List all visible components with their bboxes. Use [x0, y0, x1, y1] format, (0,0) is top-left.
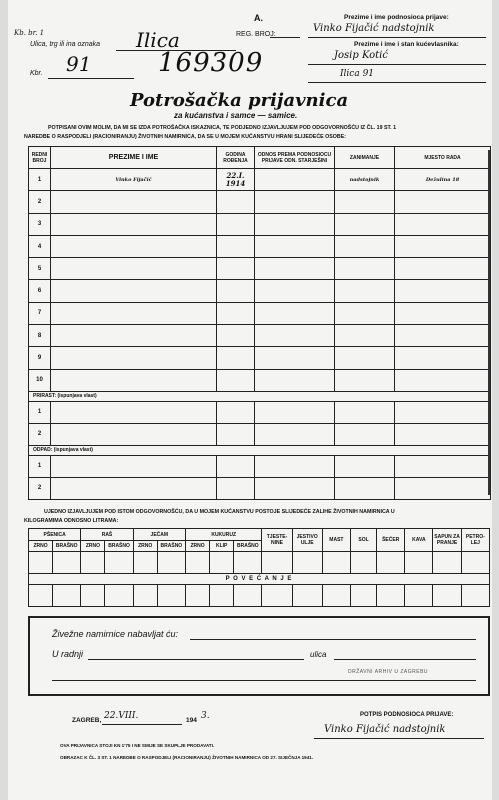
- stock-value-cell[interactable]: [105, 552, 133, 574]
- prirast-row: [29, 423, 491, 445]
- member-workplace[interactable]: [395, 191, 491, 213]
- odpad-cell[interactable]: [51, 477, 217, 499]
- odpad-no: 2: [29, 477, 51, 499]
- stock-value-cell[interactable]: [461, 552, 489, 574]
- member-no[interactable]: 2: [29, 191, 51, 213]
- stock-value-cell[interactable]: [433, 552, 461, 574]
- member-no[interactable]: 8: [29, 325, 51, 347]
- stock-value-cell[interactable]: [157, 552, 185, 574]
- owner-label: Prezime i ime i stan kućevlasnika:: [354, 41, 459, 48]
- stock-value-cell[interactable]: [377, 552, 405, 574]
- member-occupation[interactable]: [335, 302, 395, 324]
- street-field-label: ulica: [310, 650, 327, 659]
- stock-subheader: BRAŠNO: [105, 541, 133, 552]
- series-letter: A.: [254, 13, 263, 23]
- supply-box: [28, 616, 490, 696]
- member-name[interactable]: Vinko Fijačić: [51, 169, 217, 191]
- odpad-cell[interactable]: [217, 455, 255, 477]
- member-occupation[interactable]: nadstojnik: [335, 169, 395, 191]
- col-sol: SOL: [350, 529, 376, 552]
- stock-value-cell[interactable]: [185, 552, 209, 574]
- stock-table: [28, 528, 490, 607]
- stock-value-cell[interactable]: [133, 585, 157, 607]
- odpad-cell[interactable]: [255, 477, 335, 499]
- stock-value-cell[interactable]: [157, 585, 185, 607]
- odpad-cell[interactable]: [335, 477, 395, 499]
- member-birth[interactable]: [217, 213, 255, 235]
- member-relation[interactable]: [255, 347, 335, 369]
- year-value: 3.: [201, 711, 210, 721]
- member-workplace[interactable]: [395, 302, 491, 324]
- member-row: [29, 169, 491, 191]
- member-no[interactable]: 6: [29, 280, 51, 302]
- stock-subheader: BRAŠNO: [234, 541, 262, 552]
- reg-number-label: REG. BROJ:: [236, 31, 276, 38]
- year-label: 194: [186, 717, 197, 724]
- owner-name-value: Josip Kotić: [334, 50, 388, 61]
- col-header-relation: ODNOS PREMA PODNOSIOCU PRIJAVE ODN. STARJEŠINI: [255, 147, 335, 169]
- stock-value-cell[interactable]: [234, 585, 262, 607]
- odpad-no: 1: [29, 455, 51, 477]
- col-secer: ŠEĆER: [377, 529, 405, 552]
- member-no[interactable]: 5: [29, 258, 51, 280]
- member-row: [29, 191, 491, 213]
- stock-value-cell[interactable]: [53, 585, 81, 607]
- stock-value-cell[interactable]: [185, 585, 209, 607]
- stock-value-cell[interactable]: [29, 552, 53, 574]
- member-no[interactable]: 7: [29, 302, 51, 324]
- intro-line-2: NAREDBE O RASPODJELI (RACIONIRANJU) ŽIVOTNIH NAMIRNICA, DA SE U MOJEM KUĆANSTVU HRANI SLIJEDEĆE OSOBE:: [24, 134, 347, 140]
- member-relation[interactable]: [255, 258, 335, 280]
- member-workplace[interactable]: Dežulina 18: [395, 169, 491, 191]
- member-occupation[interactable]: [335, 325, 395, 347]
- prirast-no: 1: [29, 401, 51, 423]
- applicant-name-label: Prezime i ime podnosioca prijave:: [344, 14, 449, 21]
- price-note: OVA PRIJAVNICA STOJI KN 1'75 I NE SMIJE SE SKUPLJE PRODAVATI.: [60, 743, 215, 748]
- form-page: [8, 0, 492, 800]
- stock-value-cell[interactable]: [29, 585, 53, 607]
- stock-value-cell[interactable]: [350, 552, 376, 574]
- member-no[interactable]: 1: [29, 169, 51, 191]
- odpad-cell[interactable]: [51, 455, 217, 477]
- member-name[interactable]: [51, 347, 217, 369]
- stock-subheader: BRAŠNO: [157, 541, 185, 552]
- member-row: [29, 325, 491, 347]
- stock-value-cell[interactable]: [210, 585, 234, 607]
- stock-value-cell[interactable]: [433, 585, 461, 607]
- member-name[interactable]: [51, 280, 217, 302]
- stock-subheader: ZRNO: [185, 541, 209, 552]
- member-row: [29, 369, 491, 391]
- col-header-name: PREZIME I IME: [51, 147, 217, 169]
- member-relation[interactable]: [255, 169, 335, 191]
- stock-value-cell[interactable]: [133, 552, 157, 574]
- member-name[interactable]: [51, 302, 217, 324]
- odpad-row: [29, 455, 491, 477]
- member-workplace[interactable]: [395, 347, 491, 369]
- col-tjestenine: TJESTE-NINE: [262, 529, 292, 552]
- stock-value-cell[interactable]: [105, 585, 133, 607]
- stock-value-cell[interactable]: [292, 552, 322, 574]
- member-occupation[interactable]: [335, 369, 395, 391]
- form-title: Potrošačka prijavnica: [130, 90, 349, 111]
- member-row: [29, 235, 491, 257]
- odpad-cell[interactable]: [335, 455, 395, 477]
- odpad-cell[interactable]: [395, 477, 491, 499]
- prirast-cell[interactable]: [51, 423, 217, 445]
- prirast-cell[interactable]: [51, 401, 217, 423]
- serial-number: 169309: [158, 48, 264, 78]
- odpad-cell[interactable]: [395, 455, 491, 477]
- signature-value: Vinko Fijačić nadstojnik: [324, 724, 446, 735]
- member-no[interactable]: 9: [29, 347, 51, 369]
- member-birth[interactable]: 22.I. 1914: [217, 169, 255, 191]
- member-relation[interactable]: [255, 235, 335, 257]
- member-workplace[interactable]: [395, 280, 491, 302]
- stock-value-cell[interactable]: [405, 552, 433, 574]
- prirast-label: PRIRAST: (ispunjava vlast): [29, 391, 491, 401]
- col-header-no: REDNI BROJ: [29, 147, 51, 169]
- member-relation[interactable]: [255, 302, 335, 324]
- intro-line-1: POTPISANI OVIM MOLIM, DA MI SE IZDA POTROŠAČKA ISKAZNICA, TE PODJEDNO IZJAVLJUJEM POD ODGOVORNOŠĆU IZ ČL. 19 ST. 1: [48, 125, 397, 131]
- stock-subheader: ZRNO: [29, 541, 53, 552]
- member-occupation[interactable]: [335, 213, 395, 235]
- group-ras: RAŠ: [81, 529, 133, 541]
- member-workplace[interactable]: [395, 325, 491, 347]
- prirast-cell[interactable]: [335, 401, 395, 423]
- member-no[interactable]: 4: [29, 235, 51, 257]
- prirast-cell[interactable]: [217, 423, 255, 445]
- member-row: [29, 258, 491, 280]
- member-name[interactable]: [51, 369, 217, 391]
- member-workplace[interactable]: [395, 213, 491, 235]
- stock-value-cell[interactable]: [322, 585, 350, 607]
- member-birth[interactable]: [217, 347, 255, 369]
- house-number-value: 91: [66, 52, 92, 76]
- prirast-cell[interactable]: [395, 423, 491, 445]
- prirast-cell[interactable]: [395, 401, 491, 423]
- stock-value-cell[interactable]: [81, 552, 105, 574]
- street-label: Ulica, trg ili ina oznaka: [30, 41, 101, 48]
- stock-value-cell[interactable]: [377, 585, 405, 607]
- stock-subheader: BRAŠNO: [53, 541, 81, 552]
- stock-value-cell[interactable]: [81, 585, 105, 607]
- regulation-note: OBRAZAC K ČL. 3 ST. 1 NAREDBE O RASPODJELI (RACIONIRANJU) ŽIVOTNIH NAMIRNICA OD 27. SIJEČNJA 1941.: [60, 755, 314, 760]
- owner-address-value: Ilica 91: [340, 69, 375, 79]
- member-name[interactable]: [51, 325, 217, 347]
- odpad-row: [29, 477, 491, 499]
- col-sapun: SAPUN ZA PRANJE: [433, 529, 461, 552]
- stock-line-1: UJEDNO IZJAVLJUJEM POD ISTOM ODGOVORNOŠĆU, DA U MOJEM KUĆANSTVU POSTOJE SLIJEDEĆE ZALIHE ŽIVOTNIH NAMIRNICA U: [44, 509, 395, 515]
- stock-value-cell[interactable]: [53, 552, 81, 574]
- stock-value-cell[interactable]: [262, 585, 292, 607]
- member-birth[interactable]: [217, 280, 255, 302]
- col-header-workplace: MJESTO RADA: [395, 147, 491, 169]
- member-row: [29, 280, 491, 302]
- member-workplace[interactable]: [395, 258, 491, 280]
- member-occupation[interactable]: [335, 235, 395, 257]
- member-relation[interactable]: [255, 213, 335, 235]
- odpad-cell[interactable]: [255, 455, 335, 477]
- stock-subheader: ZRNO: [133, 541, 157, 552]
- prirast-cell[interactable]: [255, 401, 335, 423]
- members-table: [28, 146, 491, 500]
- group-jecam: JEČAM: [133, 529, 185, 541]
- member-relation[interactable]: [255, 325, 335, 347]
- member-birth[interactable]: [217, 369, 255, 391]
- member-name[interactable]: [51, 191, 217, 213]
- applicant-name-value: Vinko Fijačić nadstojnik: [313, 23, 435, 34]
- group-psenica: PŠENICA: [29, 529, 81, 541]
- member-workplace[interactable]: [395, 369, 491, 391]
- member-occupation[interactable]: [335, 191, 395, 213]
- top-left-note: Kb. br. 1: [14, 29, 45, 37]
- member-name[interactable]: [51, 213, 217, 235]
- stock-subheader: KLIP: [210, 541, 234, 552]
- group-kukuruz: KUKURUZ: [185, 529, 261, 541]
- house-number-label: Kbr.: [30, 70, 43, 77]
- member-row: [29, 347, 491, 369]
- member-relation[interactable]: [255, 191, 335, 213]
- prirast-no: 2: [29, 423, 51, 445]
- col-mast: MAST: [322, 529, 350, 552]
- member-occupation[interactable]: [335, 347, 395, 369]
- stock-value-cell[interactable]: [262, 552, 292, 574]
- member-occupation[interactable]: [335, 280, 395, 302]
- odpad-cell[interactable]: [217, 477, 255, 499]
- prirast-cell[interactable]: [217, 401, 255, 423]
- place-label: ZAGREB,: [72, 717, 102, 724]
- stock-line-2: KILOGRAMIMA ODNOSNO LITRAMA:: [24, 518, 119, 524]
- signature-label: POTPIS PODNOSIOCA PRIJAVE:: [360, 712, 454, 718]
- member-birth[interactable]: [217, 325, 255, 347]
- form-subtitle: za kućanstva i samce — samice.: [174, 111, 298, 120]
- member-workplace[interactable]: [395, 235, 491, 257]
- stock-value-cell[interactable]: [210, 552, 234, 574]
- stock-value-cell[interactable]: [350, 585, 376, 607]
- col-header-occupation: ZANIMANJE: [335, 147, 395, 169]
- member-birth[interactable]: [217, 235, 255, 257]
- member-row: [29, 302, 491, 324]
- col-header-birth: GODINA ROĐENJA: [217, 147, 255, 169]
- prirast-cell[interactable]: [335, 423, 395, 445]
- col-kava: KAVA: [405, 529, 433, 552]
- stock-value-cell[interactable]: [322, 552, 350, 574]
- prirast-cell[interactable]: [255, 423, 335, 445]
- member-birth[interactable]: [217, 302, 255, 324]
- stock-value-cell[interactable]: [234, 552, 262, 574]
- stock-value-cell[interactable]: [461, 585, 489, 607]
- member-relation[interactable]: [255, 280, 335, 302]
- member-occupation[interactable]: [335, 258, 395, 280]
- stock-value-cell[interactable]: [405, 585, 433, 607]
- member-name[interactable]: [51, 258, 217, 280]
- date-value: 22.VIII.: [104, 711, 139, 721]
- member-name[interactable]: [51, 235, 217, 257]
- stock-value-cell[interactable]: [292, 585, 322, 607]
- street-value: Ilica: [136, 28, 180, 52]
- supply-label: Živežne namirnice nabavljat ću:: [52, 629, 179, 639]
- member-no[interactable]: 10: [29, 369, 51, 391]
- shop-label: U radnji: [52, 649, 84, 659]
- povecanje-label: P O V E Ć A N J E: [29, 574, 490, 585]
- odpad-label: ODPAD: (ispunjava vlast): [29, 445, 491, 455]
- col-petrolej: PETRO-LEJ: [461, 529, 489, 552]
- member-no[interactable]: 3: [29, 213, 51, 235]
- archive-stamp: DRŽAVNI ARHIV U ZAGREBU: [348, 669, 429, 675]
- member-relation[interactable]: [255, 369, 335, 391]
- member-birth[interactable]: [217, 258, 255, 280]
- member-birth[interactable]: [217, 191, 255, 213]
- member-row: [29, 213, 491, 235]
- prirast-row: [29, 401, 491, 423]
- col-ulje: JESTIVO ULJE: [292, 529, 322, 552]
- stock-subheader: ZRNO: [81, 541, 105, 552]
